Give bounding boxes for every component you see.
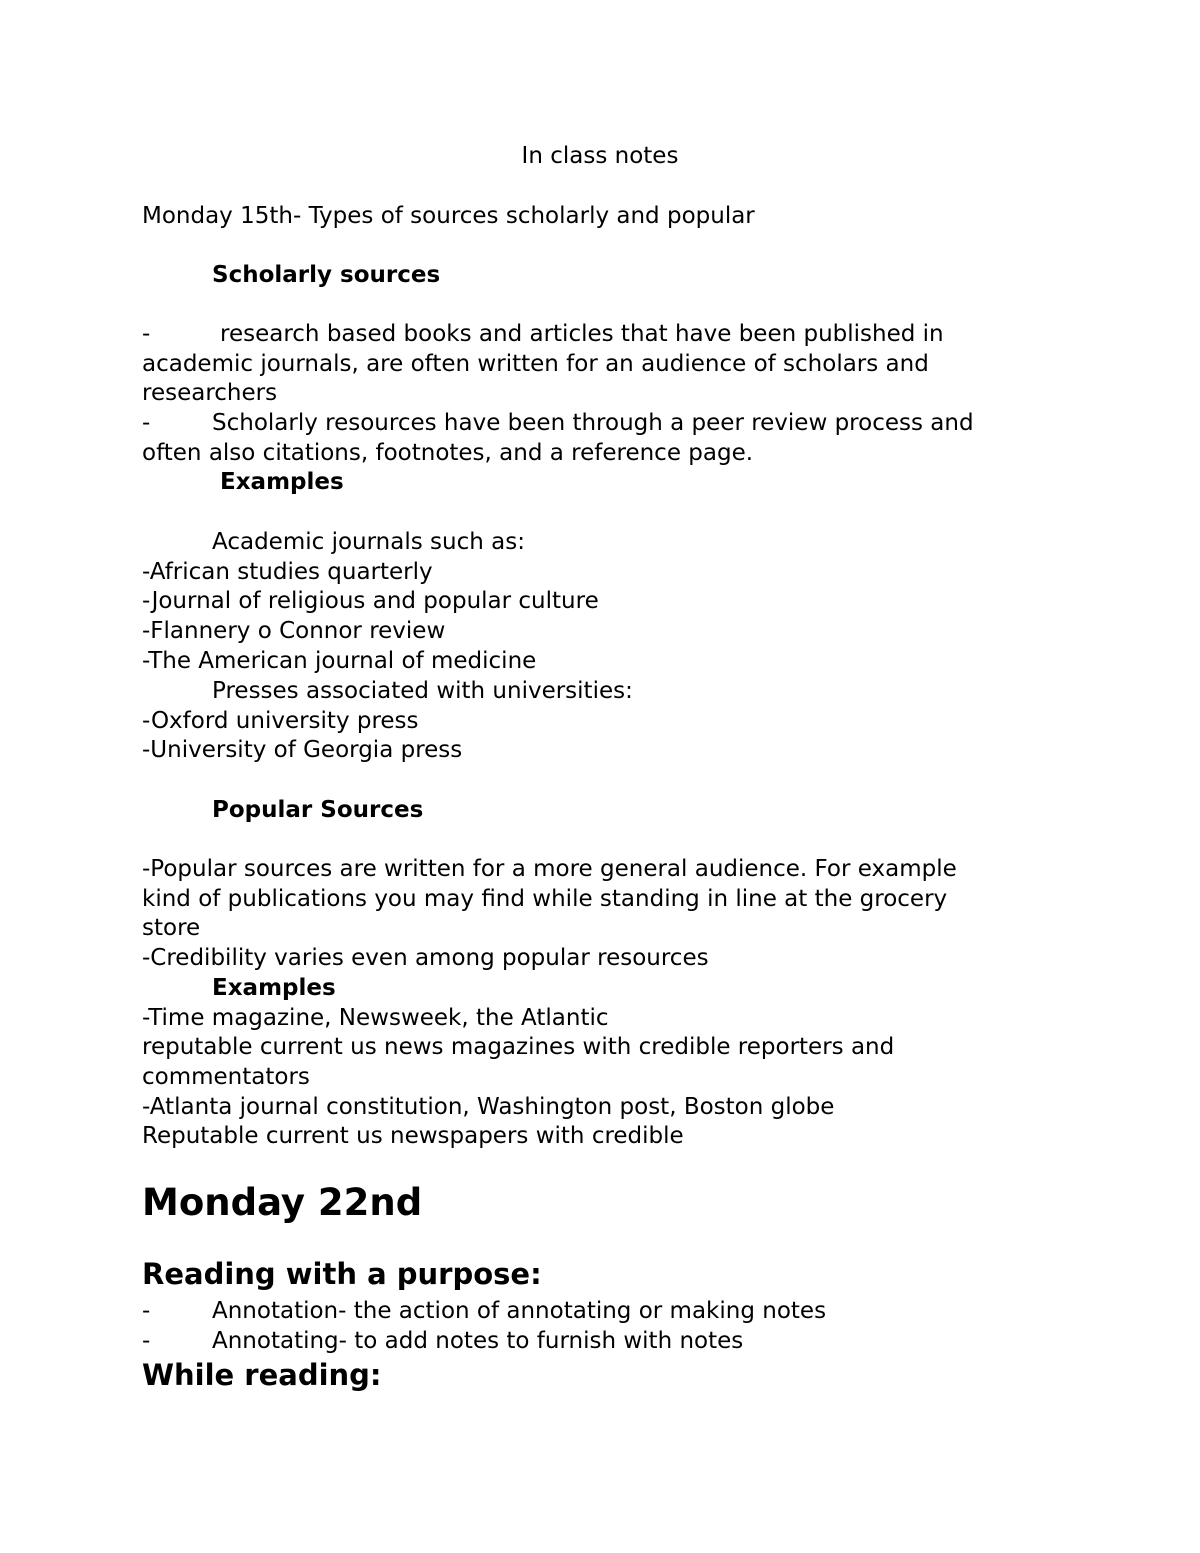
popular-example-line: Reputable current us newspapers with credible [142, 1123, 684, 1149]
press-item: -University of Georgia press [142, 737, 463, 763]
annotation-bullet: Annotation- the action of annotating or making notes [212, 1298, 827, 1324]
document-title: In class notes [521, 143, 679, 169]
bullet-dash: - [142, 1328, 151, 1354]
popular-text-line: kind of publications you may find while standing in line at the grocery [142, 886, 948, 912]
popular-text-line: -Credibility varies even among popular resources [142, 945, 709, 971]
annotation-bullet: Annotating- to add notes to furnish with notes [212, 1328, 744, 1354]
bullet-dash: - [142, 1298, 151, 1324]
journal-item: -Journal of religious and popular culture [142, 588, 599, 614]
bullet-dash: - [142, 321, 151, 347]
popular-sources-heading: Popular Sources [212, 797, 424, 823]
popular-example-line: -Time magazine, Newsweek, the Atlantic [142, 1005, 609, 1031]
scholarly-bullet2-line: Scholarly resources have been through a peer review process and [212, 410, 974, 436]
journal-item: -The American journal of medicine [142, 648, 537, 674]
scholarly-bullet1-line: researchers [142, 380, 278, 406]
section-heading-monday-22nd: Monday 22nd [142, 1181, 423, 1224]
popular-example-line: reputable current us news magazines with credible reporters and [142, 1034, 895, 1060]
popular-examples-heading: Examples [212, 975, 336, 1001]
scholarly-examples-heading: Examples [220, 469, 344, 495]
scholarly-sources-heading: Scholarly sources [212, 262, 441, 288]
while-reading-heading: While reading: [142, 1358, 382, 1392]
popular-text-line: store [142, 915, 201, 941]
bullet-dash: - [142, 410, 151, 436]
journal-item: -Flannery o Connor review [142, 618, 446, 644]
popular-example-line: -Atlanta journal constitution, Washington post, Boston globe [142, 1094, 835, 1120]
scholarly-bullet1-line: research based books and articles that have been published in [220, 321, 944, 347]
press-item: -Oxford university press [142, 708, 419, 734]
presses-intro: Presses associated with universities: [212, 678, 633, 704]
journal-item: -African studies quarterly [142, 559, 433, 585]
scholarly-bullet2-line: often also citations, footnotes, and a reference page. [142, 440, 754, 466]
reading-with-purpose-heading: Reading with a purpose: [142, 1257, 542, 1291]
popular-example-line: commentators [142, 1064, 310, 1090]
section-heading-monday-15th: Monday 15th- Types of sources scholarly and popular [142, 203, 755, 229]
journals-intro: Academic journals such as: [212, 529, 525, 555]
popular-text-line: -Popular sources are written for a more general audience. For example [142, 856, 957, 882]
scholarly-bullet1-line: academic journals, are often written for an audience of scholars and [142, 351, 929, 377]
